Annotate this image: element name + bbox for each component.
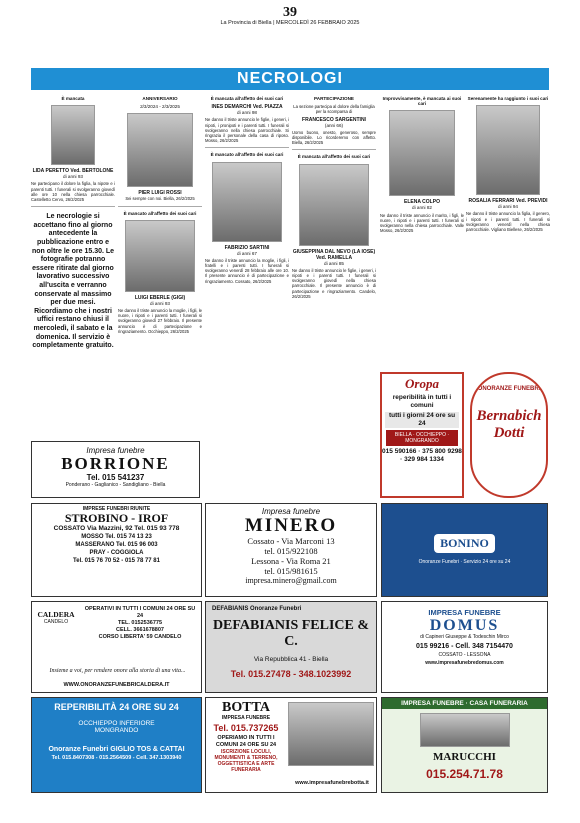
botta-line1: OPERIAMO IN TUTTI I COMUNI 24 ORE SU 24 [215, 735, 277, 748]
column-heading: È mancata all'affetto dei suoi cari [210, 96, 284, 101]
deceased-name: LIDA PERETTO Ved. BERTOLONE [32, 168, 114, 175]
obituary-column-2 [118, 96, 202, 336]
defabianis-top: DEFABIANIS Onoranze Funebri [212, 606, 302, 612]
column-heading: È mancato all'affetto dei suoi cari [210, 152, 284, 158]
deceased-age: di anni 85 [324, 260, 344, 266]
deceased-name: ROSALIA FERRARI Ved. PREVIDI [468, 198, 548, 205]
staff-photo [288, 702, 374, 766]
column-heading: PARTECIPAZIONE [314, 96, 354, 101]
defabianis-name: DEFABIANIS FELICE & C. [212, 618, 370, 649]
obituary-text: Ne danno il triste annuncio la moglie, i figli, i fratelli e i parenti tutti. I funerali si svolgeranno venerdì 28 febbraio alle ore 10. Il presente annuncio è di partecipazione e ringraziamento. Cossato, 26/2/2025 [205, 257, 289, 284]
column-heading: È mancata [61, 96, 85, 101]
obituary-text: Sei sempre con noi. Biella, 26/2/2025 [125, 196, 195, 202]
bonino-text: Onoranze Funebri · Servizio 24 ore su 24 [418, 559, 511, 565]
deceased-age: di anni 98 [237, 110, 257, 116]
deceased-name: FRANCESCO SARGENTINI [302, 116, 366, 123]
domus-cities: COSSATO - LESSONA [438, 652, 491, 658]
deceased-name: INES DEMARCHI Ved. PIAZZA [211, 104, 283, 111]
caldera-address: CORSO LIBERTA' 59 CANDELO [98, 634, 182, 640]
ad-domus [381, 601, 548, 693]
obituary-text: Ne danno il triste annuncio la moglie, i figli, le nuore, i nipoti e i parenti tutti. I funerali si svolgeranno giovedì 27 febbraio. Il presente annuncio è di partecipazione e ringraziamento. Occhieppo, 26/2/2025 [118, 308, 202, 334]
portrait-photo [127, 113, 193, 187]
section-banner: NECROLOGI [31, 68, 549, 90]
deceased-name: FABRIZIO SARTINI [224, 244, 270, 251]
domus-web: www.impresafunebredomus.com [425, 660, 504, 666]
ad-defabianis [205, 601, 377, 693]
oropa-name: Oropa [405, 376, 439, 391]
deceased-name: GIUSEPPINA DAL NEVO (LA IOSE) Ved. RAMELLA [292, 248, 376, 261]
borrione-cities: Ponderano - Gaglianico - Sandigliano - Biella [65, 482, 166, 488]
giglio-tel: Tel. 015.8407308 - 015.2564509 - Cell. 347.1303940 [51, 755, 182, 761]
botta-line2: ISCRIZIONE LOCULI, MONUMENTI & TERRENO, OGGETTISTICA E ARTE FUNERARIA [214, 749, 278, 773]
deceased-age: di anni 93 [150, 300, 170, 306]
deceased-name: LUIGI EBERLE (GIGI) [134, 294, 186, 301]
ad-oropa [380, 372, 464, 498]
obituary-text: Ne danno il triste annuncio la figlia, il genero, i nipoti e i parenti tutti. I funerali si svolgeranno venerdì nella chiesa parrocchiale. Vigliano Biellese, 26/2/2025 [466, 211, 550, 233]
strobino-tel2: Tel. 015 76 70 52 - 015 78 77 81 [73, 558, 160, 564]
portrait-photo [476, 105, 540, 195]
ad-minero [205, 503, 377, 597]
obituary-column-4 [292, 96, 376, 301]
obituary-text: La sezione partecipa al dolore della famiglia per la scomparsa di [293, 104, 375, 115]
ad-caldera [31, 601, 202, 693]
obituary-text: Ne danno il triste annuncio le figlie, i generi, i nipoti, i pronipoti e i parenti tutti. I funerali si svolgeranno nella chiesa parrocchiale. Si ringrazia il personale della casa di riposo. Mosso, 26/2/2025 [205, 117, 289, 144]
page-number: 39 [283, 5, 297, 20]
obituary-column-6 [466, 96, 550, 234]
marucchi-top: IMPRESA FUNEBRE · CASA FUNERARIA [382, 698, 547, 709]
minero-line2: tel. 015/922108 [264, 546, 318, 556]
domus-name: DOMUS [429, 617, 500, 634]
ad-bonino [381, 503, 548, 597]
caldera-line1: OPERATIVI IN TUTTI I COMUNI 24 ORE SU 24 [84, 606, 196, 619]
strobino-name: STROBINO - IROF [64, 511, 169, 525]
portrait-photo [299, 164, 369, 246]
giglio-name: Onoranze Funebri GIGLIO TOS & CATTAI [48, 746, 185, 753]
strobino-city: COSSATO [53, 525, 86, 532]
strobino-address: Via Mazzini, 92 [87, 525, 133, 532]
minero-line4: tel. 015/981615 [264, 566, 318, 576]
strobino-mosso: MOSSO Tel. 015 74 13 23 [81, 534, 152, 540]
column-heading: ANNIVERSARIO [142, 96, 178, 101]
ad-borrione [31, 441, 200, 498]
obituary-text: Ne danno il triste annuncio il marito, i figli, le nuore, i nipoti e i parenti tutti. I funerali si svolgeranno nella chiesa parrocchiale. Valle Mosso, 26/2/2025 [380, 212, 464, 234]
minero-name: MINERO [244, 515, 338, 536]
strobino-tel: Tel. 015 93 778 [134, 525, 180, 532]
divider [205, 147, 289, 148]
deceased-age: di anni 94 [498, 204, 518, 210]
domus-top: IMPRESA FUNEBRE [428, 608, 501, 617]
borrione-name: BORRIONE [61, 454, 170, 473]
borrione-top: Impresa funebre [86, 446, 145, 455]
divider [31, 206, 115, 207]
defabianis-address: Via Repubblica 41 - Biella [253, 656, 329, 663]
portrait-photo [212, 162, 282, 242]
obituary-text: Ne danno il triste annuncio le figlie, i generi, i nipoti e i parenti tutti. I funerali si svolgeranno giovedì nella chiesa parrocchiale. Il presente annuncio è di partecipazione e ringraziamento. Candelo, 26/2/2025 [292, 267, 376, 299]
bernabich-title: ONORANZE FUNEBRI [477, 386, 541, 392]
building-photo [420, 713, 510, 747]
caldera-cell: CELL. 3661678807 [115, 627, 164, 633]
caldera-name: CALDERA [37, 610, 75, 619]
domus-owner: di Capineri Giuseppe & Todeschin Mirco [420, 634, 509, 640]
ad-botta [205, 697, 377, 793]
column-heading: Improvvisamente, è mancata ai suoi cari [382, 96, 462, 107]
publication-notice: Le necrologie si accettano fino al giorno antecedente la pubblicazione entro e non oltre le ore 15.30. Le fotografie potranno essere ritirate dal giorno lavorativo successivo all'uscita e verranno conservate al massimo per due mesi. Ricordiamo che i nostri uffici restano chiusi il mercoledì, il sabato e la domenica. Il servizio è completamente gratuito. [31, 213, 115, 350]
minero-line1: Cossato - Via Marconi 13 [247, 536, 335, 546]
obituary-column-1 [31, 96, 115, 351]
ad-giglio [31, 697, 202, 793]
marucchi-tel: 015.254.71.78 [426, 767, 503, 781]
bernabich-name: Bernabich Dotti [476, 408, 542, 441]
strobino-masserano: MASSERANO Tel. 015 96 003 [75, 542, 158, 548]
ad-marucchi [381, 697, 548, 793]
column-heading: Serenamente ha raggiunto i suoi cari [467, 96, 549, 101]
portrait-photo [125, 220, 195, 292]
botta-sub: IMPRESA FUNEBRE [221, 715, 271, 721]
giglio-line2: MONGRANDO [94, 727, 139, 734]
botta-name: BOTTA [222, 700, 270, 715]
divider [292, 149, 376, 150]
strobino-pray: PRAY - COGGIOLA [89, 550, 144, 556]
anniversary-dates: 2/3/2024 - 2/3/2025 [140, 104, 180, 110]
obituary-column-5 [380, 96, 464, 235]
page-header [0, 6, 580, 27]
marucchi-name: MARUCCHI [433, 751, 496, 763]
ad-strobino [31, 503, 202, 597]
portrait-photo [389, 110, 455, 196]
oropa-cities: BIELLA · OCCHIEPPO · MONGRANDO [386, 430, 458, 446]
giglio-line1: OCCHIEPPO INFERIORE [78, 720, 155, 727]
column-heading: È mancata all'affetto dei suoi cari [297, 154, 371, 160]
domus-tel: 015 99216 - Cell. 348 7154470 [416, 643, 513, 650]
ad-bernabich [470, 372, 548, 498]
botta-tel: Tel. 015.737265 [213, 723, 279, 733]
deceased-age: di anni 67 [237, 250, 257, 256]
deceased-name: ELENA COLPO [404, 199, 440, 206]
obituary-text: Ne partecipano il dolore la figlia, la nipote e i parenti tutti. I funerali si svolgeranno giovedì alle ore 10 nella chiesa parrocchiale. Castelletto Cervo, 26/2/2025 [31, 181, 115, 203]
paper-line: La Provincia di Biella | MERCOLEDÌ 26 FEBBRAIO 2025 [220, 20, 360, 26]
minero-line3: Lessona - Via Roma 21 [251, 556, 331, 566]
oropa-reperibilita: reperibilità in tutti i comuni [392, 394, 452, 409]
caldera-tel: TEL. 0152536775 [117, 620, 163, 626]
oropa-hours: tutti i giorni 24 ore su 24 [385, 412, 459, 428]
minero-email: impresa.minero@gmail.com [245, 576, 337, 585]
botta-web: www.impresafunebrebotta.it [295, 780, 369, 786]
deceased-age: di anni 82 [412, 205, 432, 211]
column-heading: È mancato all'affetto dei suoi cari [123, 210, 197, 216]
divider [118, 206, 202, 207]
caldera-web: WWW.ONORANZEFUNEBRICALDERA.IT [63, 682, 170, 688]
defabianis-tel: Tel. 015.27478 - 348.1023992 [230, 669, 352, 679]
obituary-column-3 [205, 96, 289, 286]
minero-top: Impresa funebre [261, 507, 321, 516]
caldera-slogan: Insieme a voi, per rendere onore alla storia di una vita... [49, 668, 186, 674]
oropa-phones: 015 590166 · 375 800 9298 · 329 984 1334 [382, 448, 462, 463]
deceased-age: (anni 66) [324, 122, 344, 128]
caldera-city: CANDELO [43, 619, 69, 625]
strobino-top: IMPRESE FUNEBRI RIUNITE [82, 506, 151, 512]
deceased-age: di anni 93 [63, 174, 83, 180]
portrait-photo [51, 105, 95, 165]
bonino-name: BONINO [434, 534, 495, 553]
borrione-tel: Tel. 015 541237 [86, 473, 145, 482]
obituary-text: Uomo buono, onesto, generoso, sempre disponibile. Lo ricorderemo con affetto. Biella, 26/2/2025 [292, 129, 376, 146]
giglio-top: REPERIBILITÀ 24 ORE SU 24 [54, 702, 179, 712]
deceased-name: PIER LUIGI ROSSI [138, 190, 182, 197]
